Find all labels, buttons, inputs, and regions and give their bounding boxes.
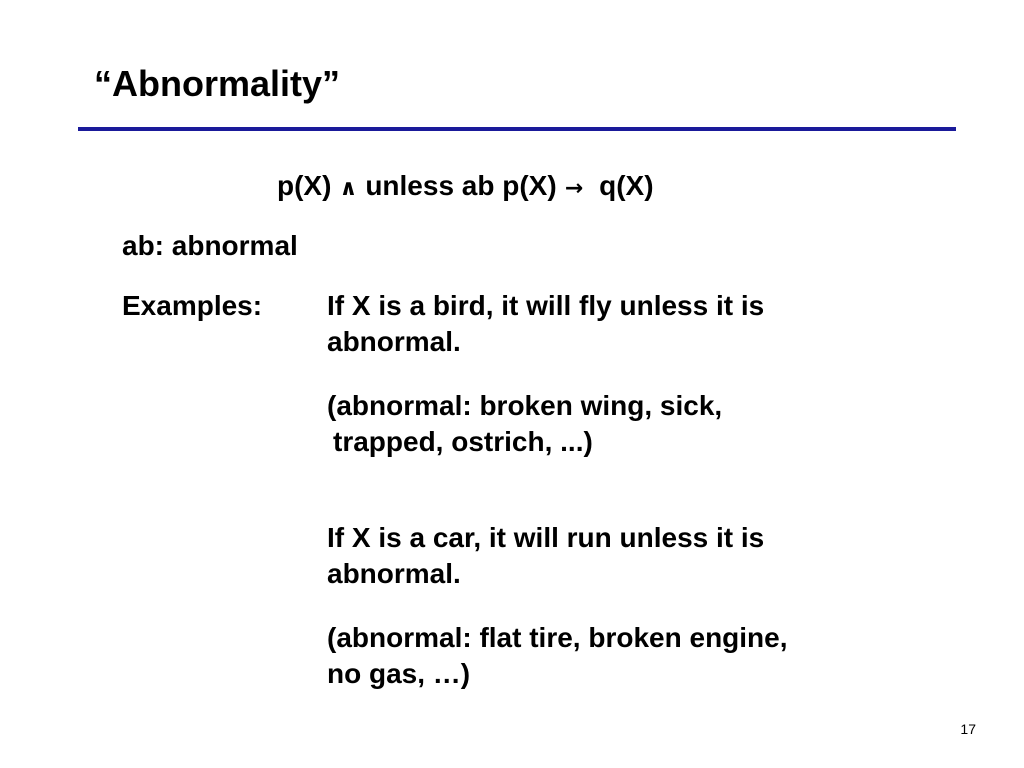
example-1-note-line-1: (abnormal: broken wing, sick,	[327, 390, 723, 421]
example-2-line-1: If X is a car, it will run unless it is	[327, 522, 765, 553]
slide-title: “Abnormality”	[94, 63, 341, 104]
example-2-note-line-1: (abnormal: flat tire, broken engine,	[327, 622, 788, 653]
ab-definition: ab: abnormal	[122, 230, 298, 261]
example-1-line-2: abnormal.	[327, 326, 461, 357]
formula	[277, 168, 654, 207]
example-1-note-line-2: trapped, ostrich, ...)	[333, 426, 593, 457]
example-2-note-line-2: no gas, …)	[327, 658, 471, 689]
examples-label: Examples:	[122, 290, 263, 321]
formula-part-3: q(X)	[599, 170, 654, 201]
example-1-line-1: If X is a bird, it will fly unless it is	[327, 290, 765, 321]
implies-arrow-symbol: →	[564, 176, 584, 201]
example-2-line-2: abnormal.	[327, 558, 461, 589]
title-divider	[78, 127, 956, 131]
page-number: 17	[960, 721, 976, 737]
formula-part-1: p(X)	[277, 170, 332, 201]
logical-and-symbol: ∧	[339, 176, 358, 201]
formula-part-2: unless ab p(X)	[365, 170, 557, 201]
